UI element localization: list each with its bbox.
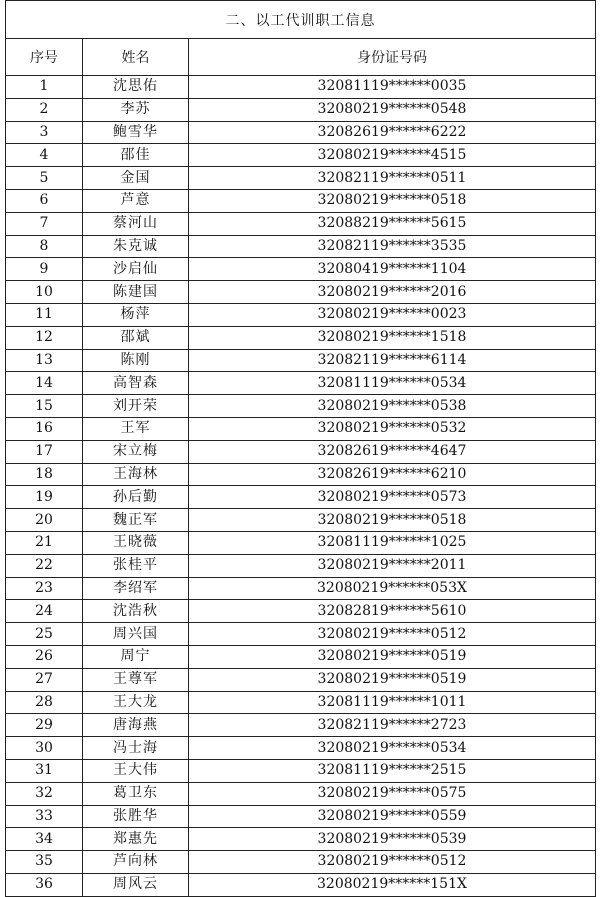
table-row (6, 577, 596, 600)
employee-name-cell: 王大龙 (83, 691, 189, 714)
id-number-cell: 32082619******6222 (189, 121, 596, 144)
id-number-cell: 32080219******0518 (189, 189, 596, 212)
table-row (6, 737, 596, 760)
employee-name-cell: 蔡河山 (83, 212, 189, 235)
id-number-cell: 32082119******3535 (189, 235, 596, 258)
row-number-cell: 34 (6, 828, 83, 851)
id-number-cell: 32081119******2515 (189, 759, 596, 782)
employee-name-cell: 邵斌 (83, 326, 189, 349)
id-number-cell: 32082619******6210 (189, 463, 596, 486)
employee-name-cell: 王尊军 (83, 668, 189, 691)
table-row (6, 189, 596, 212)
id-number-cell: 32082119******0511 (189, 167, 596, 190)
table-row (6, 782, 596, 805)
table-row (6, 235, 596, 258)
id-number-cell: 32080219******0512 (189, 851, 596, 874)
table-row (6, 691, 596, 714)
row-number-cell: 9 (6, 258, 83, 281)
table-row (6, 531, 596, 554)
id-number-cell: 32080219******2016 (189, 281, 596, 304)
row-number-cell: 6 (6, 189, 83, 212)
row-number-cell: 19 (6, 486, 83, 509)
row-number-cell: 36 (6, 873, 83, 896)
row-number-cell: 13 (6, 349, 83, 372)
table-row (6, 805, 596, 828)
row-number-cell: 2 (6, 98, 83, 121)
row-number-cell: 4 (6, 144, 83, 167)
table-row (6, 372, 596, 395)
id-number-cell: 32080219******0519 (189, 668, 596, 691)
id-number-cell: 32080219******0573 (189, 486, 596, 509)
employee-name-cell: 芦意 (83, 189, 189, 212)
id-number-cell: 32080219******0559 (189, 805, 596, 828)
row-number-cell: 22 (6, 554, 83, 577)
employee-name-cell: 魏正军 (83, 509, 189, 532)
table-row (6, 554, 596, 577)
row-number-cell: 28 (6, 691, 83, 714)
employee-name-cell: 唐海燕 (83, 714, 189, 737)
employee-name-cell: 高智森 (83, 372, 189, 395)
id-number-cell: 32080419******1104 (189, 258, 596, 281)
id-number-cell: 32080219******0548 (189, 98, 596, 121)
employee-name-cell: 陈建国 (83, 281, 189, 304)
section-title: 二、以工代训职工信息 (6, 1, 596, 39)
row-number-cell: 21 (6, 531, 83, 554)
id-number-cell: 32080219******0512 (189, 623, 596, 646)
row-number-cell: 16 (6, 417, 83, 440)
id-number-cell: 32080219******0518 (189, 509, 596, 532)
table-row (6, 349, 596, 372)
employee-name-cell: 葛卫东 (83, 782, 189, 805)
row-number-cell: 8 (6, 235, 83, 258)
id-number-cell: 32081119******0534 (189, 372, 596, 395)
id-number-cell: 32080219******0538 (189, 395, 596, 418)
table-row (6, 98, 596, 121)
employee-name-cell: 王海林 (83, 463, 189, 486)
row-number-cell: 12 (6, 326, 83, 349)
id-number-cell: 32081119******1025 (189, 531, 596, 554)
employee-name-cell: 沈浩秋 (83, 600, 189, 623)
id-number-cell: 32080219******053X (189, 577, 596, 600)
table-row (6, 668, 596, 691)
employee-table (5, 0, 596, 897)
employee-name-cell: 孙后勤 (83, 486, 189, 509)
id-number-cell: 32080219******151X (189, 873, 596, 896)
employee-name-cell: 邵佳 (83, 144, 189, 167)
id-number-cell: 32088219******5615 (189, 212, 596, 235)
employee-name-cell: 李苏 (83, 98, 189, 121)
table-row (6, 509, 596, 532)
table-row (6, 76, 596, 99)
employee-name-cell: 金国 (83, 167, 189, 190)
table-row (6, 714, 596, 737)
table-row (6, 212, 596, 235)
employee-name-cell: 周宁 (83, 645, 189, 668)
table-row (6, 851, 596, 874)
table-row (6, 873, 596, 896)
table-row (6, 759, 596, 782)
table-row (6, 326, 596, 349)
column-header-no: 序号 (6, 39, 83, 76)
employee-name-cell: 冯士海 (83, 737, 189, 760)
row-number-cell: 14 (6, 372, 83, 395)
id-number-cell: 32081119******0035 (189, 76, 596, 99)
table-row (6, 395, 596, 418)
table-row (6, 281, 596, 304)
employee-name-cell: 周风云 (83, 873, 189, 896)
table-row (6, 440, 596, 463)
employee-name-cell: 张桂平 (83, 554, 189, 577)
id-number-cell: 32082819******5610 (189, 600, 596, 623)
row-number-cell: 25 (6, 623, 83, 646)
employee-name-cell: 沈思佑 (83, 76, 189, 99)
column-header-name: 姓名 (83, 39, 189, 76)
employee-name-cell: 郑惠先 (83, 828, 189, 851)
row-number-cell: 29 (6, 714, 83, 737)
employee-name-cell: 刘开荣 (83, 395, 189, 418)
id-number-cell: 32080219******0575 (189, 782, 596, 805)
row-number-cell: 23 (6, 577, 83, 600)
id-number-cell: 32080219******1518 (189, 326, 596, 349)
table-row (6, 828, 596, 851)
row-number-cell: 18 (6, 463, 83, 486)
id-number-cell: 32080219******0539 (189, 828, 596, 851)
id-number-cell: 32081119******1011 (189, 691, 596, 714)
employee-name-cell: 杨萍 (83, 303, 189, 326)
row-number-cell: 30 (6, 737, 83, 760)
employee-name-cell: 陈刚 (83, 349, 189, 372)
header-row (6, 39, 596, 76)
table-row (6, 121, 596, 144)
table-row (6, 417, 596, 440)
row-number-cell: 1 (6, 76, 83, 99)
row-number-cell: 17 (6, 440, 83, 463)
row-number-cell: 3 (6, 121, 83, 144)
table-row (6, 623, 596, 646)
id-number-cell: 32082119******6114 (189, 349, 596, 372)
table-row (6, 167, 596, 190)
id-number-cell: 32080219******0534 (189, 737, 596, 760)
row-number-cell: 5 (6, 167, 83, 190)
employee-name-cell: 宋立梅 (83, 440, 189, 463)
employee-name-cell: 周兴国 (83, 623, 189, 646)
row-number-cell: 7 (6, 212, 83, 235)
row-number-cell: 32 (6, 782, 83, 805)
row-number-cell: 35 (6, 851, 83, 874)
id-number-cell: 32080219******4515 (189, 144, 596, 167)
table-row (6, 645, 596, 668)
employee-name-cell: 李绍军 (83, 577, 189, 600)
row-number-cell: 15 (6, 395, 83, 418)
table-row (6, 258, 596, 281)
id-number-cell: 32080219******0532 (189, 417, 596, 440)
table-row (6, 463, 596, 486)
employee-name-cell: 朱克诚 (83, 235, 189, 258)
employee-name-cell: 王晓薇 (83, 531, 189, 554)
table-row (6, 486, 596, 509)
id-number-cell: 32080219******2011 (189, 554, 596, 577)
table-row (6, 600, 596, 623)
row-number-cell: 10 (6, 281, 83, 304)
row-number-cell: 26 (6, 645, 83, 668)
id-number-cell: 32080219******0519 (189, 645, 596, 668)
employee-name-cell: 张胜华 (83, 805, 189, 828)
column-header-id: 身份证号码 (189, 39, 596, 76)
row-number-cell: 24 (6, 600, 83, 623)
title-row (6, 1, 596, 39)
id-number-cell: 32082619******4647 (189, 440, 596, 463)
table-row (6, 144, 596, 167)
row-number-cell: 27 (6, 668, 83, 691)
table-body (6, 76, 596, 897)
row-number-cell: 20 (6, 509, 83, 532)
row-number-cell: 11 (6, 303, 83, 326)
employee-name-cell: 鲍雪华 (83, 121, 189, 144)
row-number-cell: 31 (6, 759, 83, 782)
employee-name-cell: 王军 (83, 417, 189, 440)
employee-name-cell: 芦向林 (83, 851, 189, 874)
row-number-cell: 33 (6, 805, 83, 828)
table-row (6, 303, 596, 326)
employee-name-cell: 王大伟 (83, 759, 189, 782)
id-number-cell: 32080219******0023 (189, 303, 596, 326)
employee-name-cell: 沙启仙 (83, 258, 189, 281)
id-number-cell: 32082119******2723 (189, 714, 596, 737)
